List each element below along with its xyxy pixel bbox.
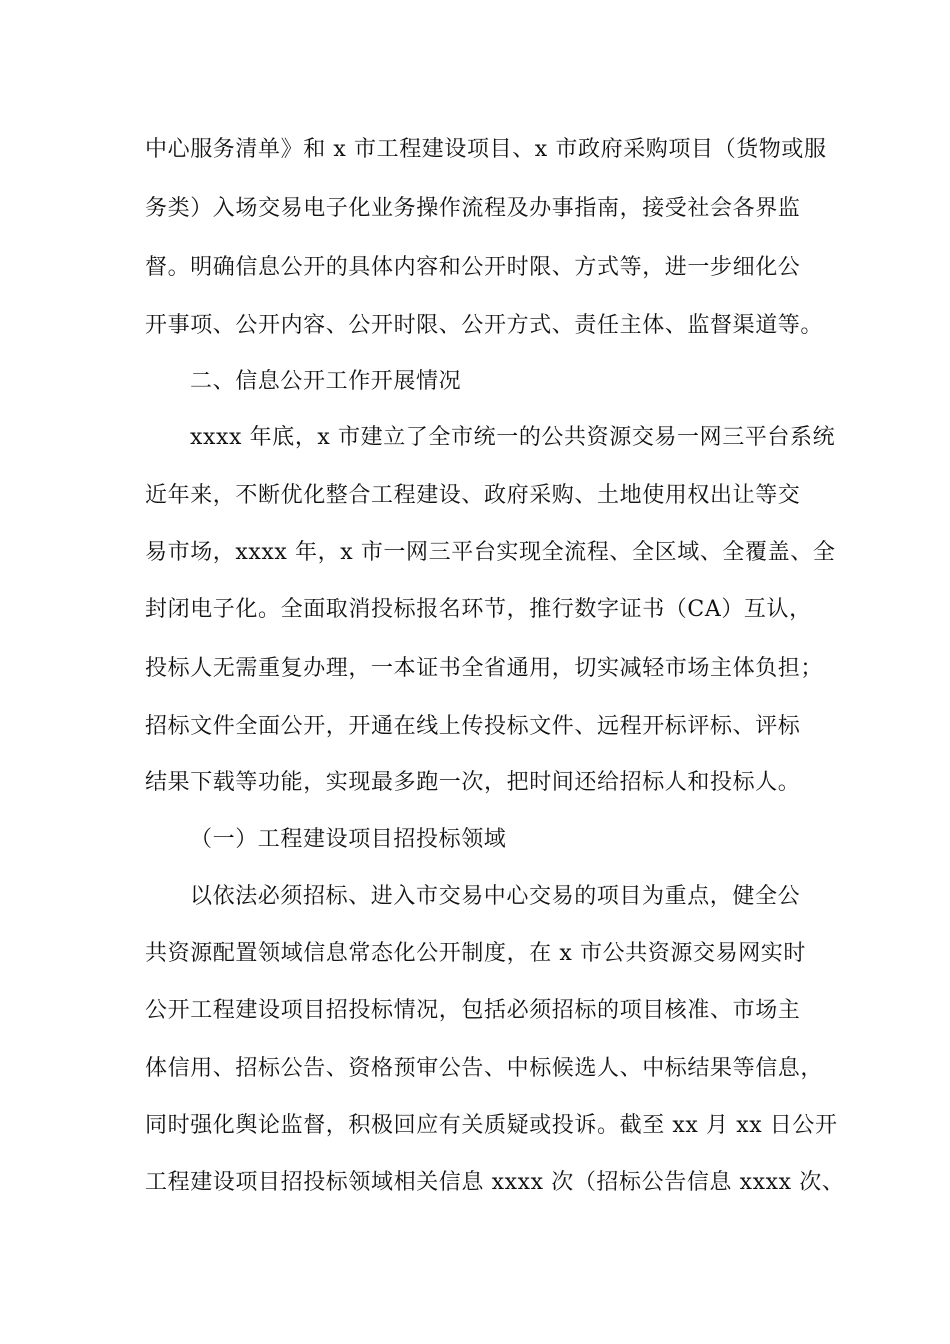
text-line: 招标文件全面公开，开通在线上传投标文件、远程开标评标、评标: [145, 714, 801, 739]
text-line: 公开工程建设项目招投标情况，包括必须招标的项目核准、市场主: [145, 998, 801, 1023]
subsection-heading: （一）工程建设项目招投标领域: [190, 827, 507, 852]
text-line: 近年来，不断优化整合工程建设、政府采购、土地使用权出让等交: [145, 483, 801, 508]
text-line: 结果下载等功能，实现最多跑一次，把时间还给招标人和投标人。: [145, 770, 801, 795]
text-line: 以依法必须招标、进入市交易中心交易的项目为重点，健全公: [190, 884, 801, 909]
text-line: 工程建设项目招投标领域相关信息 xxxx 次（招标公告信息 xxxx 次、: [145, 1170, 845, 1195]
text-line: 督。明确信息公开的具体内容和公开时限、方式等，进一步细化公: [145, 255, 801, 280]
text-line: 同时强化舆论监督，积极回应有关质疑或投诉。截至 xx 月 xx 日公开: [145, 1113, 838, 1138]
text-line: xxxx 年底，x 市建立了全市统一的公共资源交易一网三平台系统: [190, 425, 836, 450]
text-line: 中心服务清单》和 x 市工程建设项目、x 市政府采购项目（货物或服: [145, 137, 827, 162]
text-line: 体信用、招标公告、资格预审公告、中标候选人、中标结果等信息，: [145, 1056, 824, 1081]
text-line: 投标人无需重复办理，一本证书全省通用，切实减轻市场主体负担；: [145, 656, 824, 681]
text-line: 共资源配置领域信息常态化公开制度，在 x 市公共资源交易网实时: [145, 941, 806, 966]
text-line: 易市场，xxxx 年，x 市一网三平台实现全流程、全区域、全覆盖、全: [145, 540, 836, 565]
text-line: 封闭电子化。全面取消投标报名环节，推行数字证书（CA）互认，: [145, 597, 812, 622]
section-heading: 二、信息公开工作开展情况: [190, 369, 462, 394]
text-line: 开事项、公开内容、公开时限、公开方式、责任主体、监督渠道等。: [145, 313, 824, 338]
text-line: 务类）入场交易电子化业务操作流程及办事指南，接受社会各界监: [145, 196, 801, 221]
